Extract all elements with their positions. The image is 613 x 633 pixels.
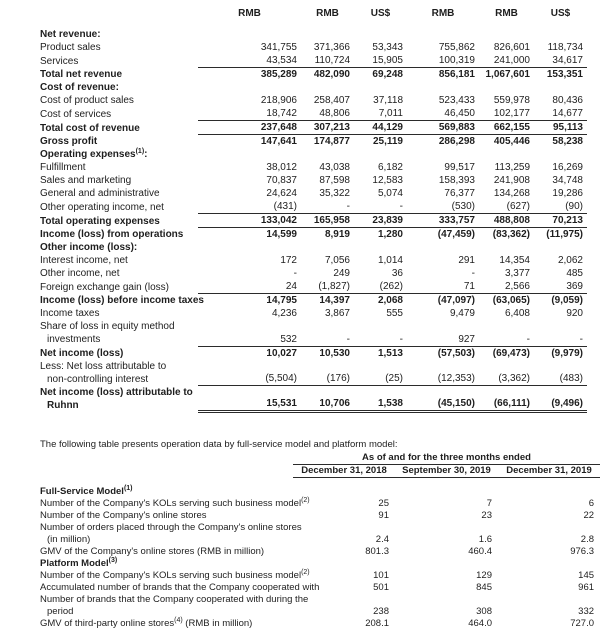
cell-value: 18,742 [198,107,301,121]
cell-value: - [293,268,297,279]
cell-value: 23,839 [354,214,407,228]
cell-value: 43,534 [198,54,301,68]
cell-value: 405,446 [493,136,530,147]
cell-value: 70,213 [534,214,587,228]
row-label: Income (loss) from operations [40,229,184,240]
cell-value: - [354,200,407,214]
table-row [40,522,600,546]
table-row [40,228,587,242]
cell-value [395,558,498,570]
row-label: Share of loss in equity method investments [40,321,175,345]
cell-value: 110,724 [301,54,354,68]
cell-value: (431) [198,200,301,214]
cell-value [407,81,479,94]
cell-value: 238 [373,606,389,617]
corner-cell [40,8,198,28]
table-row [40,214,587,228]
cell-value [301,28,354,41]
cell-value: 24 [198,280,301,294]
corner-cell [40,465,293,478]
cell-value: 662,155 [479,121,534,135]
cell-value: 485 [566,268,583,279]
table-row [40,107,587,121]
row-label: Cost of revenue: [40,82,119,93]
row-label: Total operating expenses [40,215,160,227]
cell-value: 15,905 [354,54,407,68]
cell-value: 7 [486,498,492,509]
cell-value [498,478,600,499]
table-row [40,478,600,499]
table-row [40,267,587,280]
income-statement-table [40,8,587,413]
cell-value: (483) [534,360,587,386]
cell-value: (530) [407,200,479,214]
cell-value: 158,393 [438,175,475,186]
cell-value: 58,238 [552,136,583,147]
cell-value [354,241,407,254]
cell-value [534,148,587,161]
cell-value: 961 [578,582,595,593]
cell-value [301,81,354,94]
cell-value: (57,503) [437,347,475,359]
group-header: As of and for the three months ended [293,452,600,465]
cell-value [534,241,587,254]
table-row [40,68,587,82]
cell-value: 14,795 [266,295,297,306]
cell-value: 118,734 [547,42,583,53]
cell-value: 129 [476,570,492,581]
row-label: Net income (loss) [40,347,124,359]
cell-value: 133,042 [198,214,301,228]
cell-value: 208.1 [365,618,389,629]
income-statement-header-row [40,8,587,28]
cell-value [354,81,407,94]
cell-value: 101 [373,570,389,581]
operation-group-header-row [40,452,600,465]
cell-value [395,478,498,499]
row-label: Number of brands that the Company cooperated with during the period [40,594,309,617]
column-header-currency: RMB [495,8,518,19]
cell-value: 976.3 [570,546,595,557]
income-statement-body [40,28,587,412]
cell-value: - [471,268,475,279]
cell-value: 241,000 [479,54,534,68]
cell-value: 801.3 [365,546,389,557]
operation-data-table [40,452,600,630]
cell-value: 15,531 [198,386,301,412]
cell-value: 727.0 [570,618,595,629]
corner-cell [40,452,293,465]
cell-value: (25) [354,360,407,386]
cell-value: 44,129 [354,121,407,135]
cell-value [301,148,354,161]
row-label: Fulfillment [40,162,86,173]
cell-value: 555 [386,308,403,319]
row-label: Number of the Company's KOLs serving such business model$^{(2)}$ [40,497,310,509]
cell-value: 71 [407,280,479,294]
table-row [40,28,587,41]
cell-value: 46,450 [407,107,479,121]
cell-value [479,241,534,254]
table-row [40,241,587,254]
cell-value: (63,065) [492,295,530,306]
cell-value: 1,280 [377,229,403,240]
cell-value: 1.6 [478,534,492,545]
cell-value: 69,248 [372,69,403,80]
cell-value: 99,517 [444,162,475,173]
cell-value: 286,298 [438,136,475,147]
row-label: Other income (loss): [40,242,138,253]
cell-value: (627) [479,200,534,214]
cell-value: (5,504) [198,360,301,386]
cell-value: 559,978 [493,95,530,106]
cell-value: 856,181 [438,69,475,80]
cell-value: 307,213 [301,121,354,135]
cell-value: 7,056 [324,255,350,266]
cell-value: 134,268 [493,188,530,199]
cell-value: 14,599 [266,229,297,240]
cell-value [198,148,301,161]
row-label: Platform Model$^{(3)}$ [40,557,118,569]
column-header-date: December 31, 2019 [498,465,600,478]
column-header-currency: RMB [316,8,339,19]
cell-value: 2.8 [580,534,595,545]
cell-value: (47,097) [437,295,475,306]
cell-value: 1,014 [377,255,403,266]
cell-value [479,81,534,94]
cell-value [354,28,407,41]
cell-value: 2,062 [557,255,583,266]
table-row [40,346,587,360]
table-row [40,94,587,107]
cell-value [301,241,354,254]
cell-value: 102,177 [479,107,534,121]
cell-value: 147,641 [260,136,297,147]
cell-value: 385,289 [260,69,297,80]
row-label: Other income, net [40,268,120,279]
row-label: Other operating income, net [40,201,164,213]
column-header-date: September 30, 2019 [395,465,498,478]
cell-value: 38,012 [266,162,297,173]
cell-value: 371,366 [313,42,350,53]
cell-value: 53,343 [372,42,403,53]
table-row [40,54,587,68]
cell-value: 24,624 [266,188,297,199]
table-row [40,41,587,54]
cell-value: 172 [280,255,297,266]
row-label: Services [40,55,79,67]
row-label: Number of orders placed through the Company's online stores (in million) [40,522,302,545]
table-row [40,360,587,386]
cell-value: 34,748 [552,175,583,186]
cell-value [293,478,395,499]
cell-value: 5,074 [377,188,403,199]
table-row [40,174,587,187]
row-label: Interest income, net [40,255,128,266]
cell-value: 920 [566,308,583,319]
cell-value: (12,353) [407,360,479,386]
row-label: Income taxes [40,308,100,319]
table-row [40,546,600,558]
cell-value [407,28,479,41]
column-header-currency: US$ [370,8,391,19]
cell-value: (3,362) [479,360,534,386]
row-label: Accumulated number of brands that the Company cooperated with [40,582,320,593]
cell-value: 100,319 [407,54,479,68]
cell-value: 48,806 [301,107,354,121]
operation-table-intro: The following table presents operation data by full-service model and platform model: [40,439,398,450]
cell-value: 482,090 [313,69,350,80]
table-row [40,294,587,308]
cell-value: 332 [578,606,595,617]
table-row [40,618,600,630]
cell-value [407,241,479,254]
cell-value: 6,182 [377,162,403,173]
table-row [40,187,587,200]
cell-value: 464.0 [468,618,492,629]
column-header-currency: RMB [431,8,455,19]
cell-value: - [534,320,587,346]
table-row [40,254,587,267]
cell-value: 2.4 [375,534,389,545]
row-label: Number of the Company's online stores [40,510,207,521]
table-row [40,81,587,94]
column-header-date: December 31, 2018 [293,465,395,478]
cell-value: 10,530 [319,347,350,359]
cell-value: (11,975) [546,229,583,240]
cell-value: 19,286 [552,188,583,199]
cell-value: 6,408 [504,308,530,319]
cell-value [498,558,600,570]
cell-value: 755,862 [438,42,475,53]
row-label: Gross profit [40,136,98,147]
table-row [40,280,587,294]
cell-value: 37,118 [373,95,403,106]
row-label: GMV of the Company's online stores (RMB in million) [40,546,265,557]
cell-value: 165,958 [301,214,354,228]
cell-value: 6 [588,498,595,509]
cell-value: 501 [373,582,389,593]
cell-value [198,81,301,94]
table-row [40,200,587,214]
cell-value: (1,827) [301,280,354,294]
cell-value: (9,496) [534,386,587,412]
cell-value [198,241,301,254]
cell-value: 43,038 [319,162,350,173]
row-label: Total cost of revenue [40,122,140,134]
row-label: Full-Service Model$^{(1)}$ [40,485,133,497]
cell-value [479,28,534,41]
cell-value: 237,648 [198,121,301,135]
cell-value: 241,908 [493,175,530,186]
cell-value: - [479,320,534,346]
cell-value: 523,433 [438,95,475,106]
cell-value: 22 [583,510,595,521]
cell-value: 153,351 [546,69,583,80]
cell-value: 87,598 [319,175,350,186]
cell-value: 488,808 [479,214,534,228]
table-row [40,148,587,161]
cell-value: 341,755 [260,42,297,53]
cell-value: 14,397 [319,295,350,306]
row-label: Cost of services [40,108,112,120]
cell-value: 218,906 [260,95,297,106]
cell-value: 532 [198,320,301,346]
cell-value [534,81,587,94]
cell-value: 2,068 [377,295,403,306]
cell-value [407,148,479,161]
cell-value: 8,919 [324,229,350,240]
cell-value: 2,566 [479,280,534,294]
operation-date-header-row [40,465,600,478]
cell-value: 3,867 [324,308,350,319]
cell-value: 70,837 [266,175,297,186]
table-row [40,386,587,412]
cell-value: 34,617 [534,54,587,68]
cell-value: 7,011 [354,107,407,121]
cell-value: (45,150) [407,386,479,412]
cell-value: 91 [378,510,389,521]
cell-value: (9,979) [551,347,583,359]
cell-value: (262) [354,280,407,294]
cell-value: 80,436 [552,95,583,106]
cell-value: 14,677 [534,107,587,121]
table-row [40,307,587,320]
cell-value: 291 [458,255,475,266]
cell-value: (47,459) [437,229,475,240]
table-row [40,498,600,510]
cell-value: 308 [476,606,492,617]
cell-value: 174,877 [313,136,350,147]
cell-value: 845 [476,582,492,593]
cell-value: 12,583 [372,175,403,186]
cell-value: 23 [481,510,492,521]
cell-value: 927 [407,320,479,346]
column-header-currency: US$ [550,8,571,19]
cell-value: 4,236 [271,308,297,319]
cell-value [479,148,534,161]
cell-value: 569,883 [407,121,479,135]
row-label: Net revenue: [40,29,101,40]
cell-value: 35,322 [319,188,350,199]
cell-value: 16,269 [552,162,583,173]
cell-value: 460.4 [468,546,492,557]
table-row [40,135,587,149]
cell-value: (90) [534,200,587,214]
cell-value: 258,407 [313,95,350,106]
table-row [40,558,600,570]
cell-value: 25,119 [372,136,403,147]
operation-data-body [40,478,600,631]
table-row [40,594,600,618]
cell-value: 3,377 [504,268,530,279]
cell-value [198,28,301,41]
cell-value: 9,479 [449,308,475,319]
cell-value: 76,377 [444,188,475,199]
cell-value: 249 [333,268,350,279]
cell-value: 1,067,601 [485,69,530,80]
row-label: Cost of product sales [40,95,134,106]
row-label: Less: Net loss attributable to non-controlling interest [40,360,167,385]
table-row [40,570,600,582]
cell-value: - [301,200,354,214]
cell-value: 10,027 [266,347,297,359]
cell-value: 10,706 [301,386,354,412]
cell-value: 14,354 [499,255,530,266]
row-label: Income (loss) before income taxes [40,295,204,306]
cell-value: 1,513 [377,347,403,359]
row-label: Number of the Company's KOLs serving such business model$^{(2)}$ [40,569,310,581]
cell-value: - [354,320,407,346]
cell-value: - [301,320,354,346]
row-label: Operating expenses$^{(1)}$: [40,148,148,160]
row-label: Product sales [40,42,101,53]
cell-value: (83,362) [492,229,530,240]
cell-value: (66,111) [479,386,534,412]
row-label: GMV of third-party online stores$^{(4)}$ (RMB in million) [40,617,253,629]
table-row [40,320,587,346]
column-header-currency: RMB [238,8,261,19]
cell-value [354,148,407,161]
table-row [40,510,600,522]
cell-value: 826,601 [493,42,530,53]
row-label: Net income (loss) attributable to Ruhnn [40,386,193,411]
cell-value: 333,757 [407,214,479,228]
cell-value: 145 [578,570,595,581]
table-row [40,121,587,135]
row-label: Foreign exchange gain (loss) [40,281,169,293]
table-row [40,582,600,594]
cell-value: 113,259 [494,162,530,173]
cell-value: (176) [301,360,354,386]
cell-value: 95,113 [534,121,587,135]
cell-value: 36 [391,268,403,279]
row-label: General and administrative [40,188,160,199]
cell-value: 1,538 [354,386,407,412]
cell-value: 369 [534,280,587,294]
cell-value: (69,473) [492,347,530,359]
cell-value [534,28,587,41]
row-label: Sales and marketing [40,175,132,186]
row-label: Total net revenue [40,69,123,80]
table-row [40,161,587,174]
cell-value: (9,059) [551,295,583,306]
cell-value: 25 [378,498,389,509]
